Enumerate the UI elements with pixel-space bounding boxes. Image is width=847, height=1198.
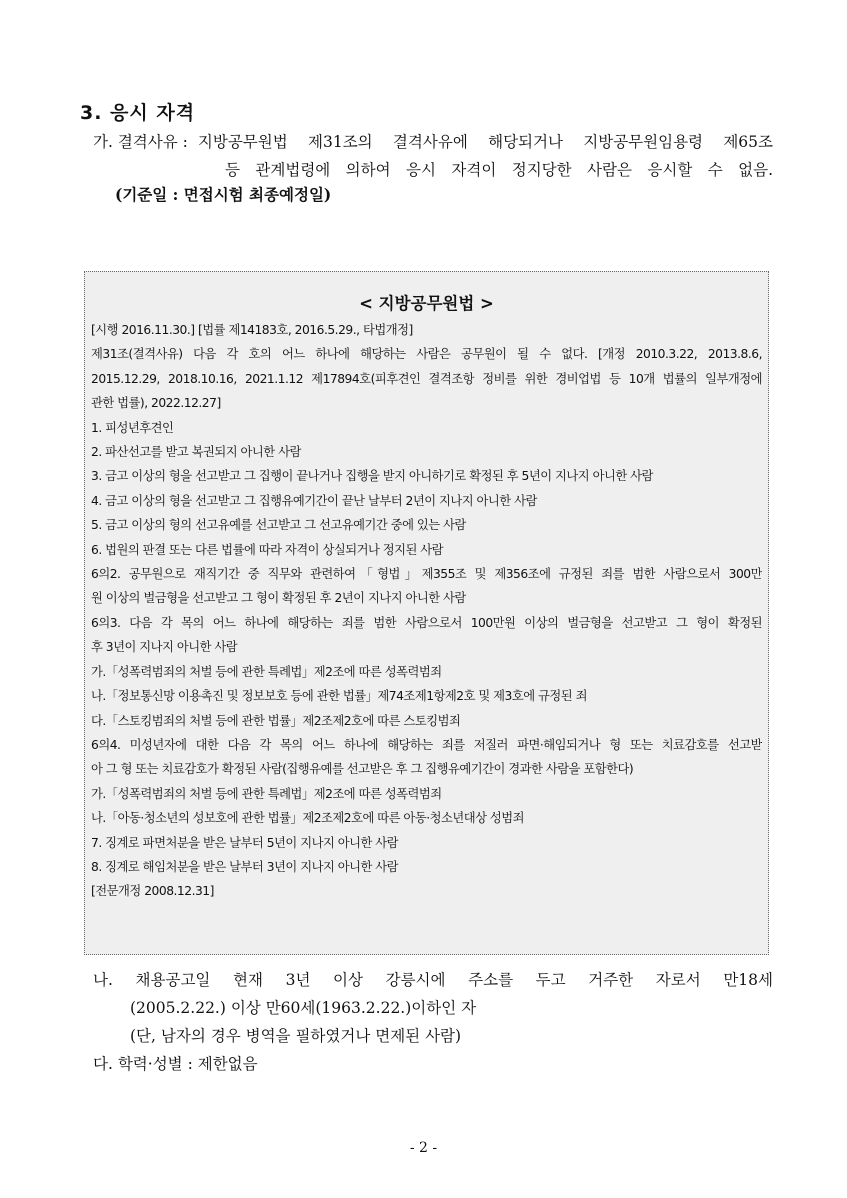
section-title: 3. 응시 자격 [80,102,196,124]
law-line: 6의2. 공무원으로 재직기간 중 직무와 관련하여「형법」제355조 및 제356조에 규정된 죄를 범한 사람으로서 300만 [91,567,762,582]
law-line: 나.「정보통신망 이용촉진 및 정보보호 등에 관한 법률」제74조제1항제2호 및 제3호에 규정된 죄 [91,689,587,704]
law-line: 4. 금고 이상의 형을 선고받고 그 집행유예기간이 끝난 날부터 2년이 지나지 아니한 사람 [91,493,537,508]
law-line: 8. 징계로 해임처분을 받은 날부터 3년이 지나지 아니한 사람 [91,859,399,874]
residency-paragraph [93,966,773,1078]
disqualification-text-line2: 등 관계법령에 의하여 응시 자격이 정지당한 사람은 응시할 수 없음. [225,161,773,179]
law-line: 6. 법원의 판결 또는 다른 법률에 따라 자격이 상실되거나 정지된 사람 [91,542,444,557]
law-line: 가.「성폭력범죄의 처벌 등에 관한 특례법」제2조에 따른 성폭력범죄 [91,786,442,801]
law-line: 3. 금고 이상의 형을 선고받고 그 집행이 끝나거나 집행을 받지 아니하기로 확정된 후 5년이 지나지 아니한 사람 [91,469,653,484]
law-line: 다.「스토킹범죄의 처벌 등에 관한 법률」제2조제2호에 따른 스토킹범죄 [91,713,461,728]
disqualification-paragraph [93,128,773,184]
law-line: 2. 파산선고를 받고 복권되지 아니한 사람 [91,445,301,460]
residency-line1 [93,966,773,994]
law-text [91,318,762,904]
disqualification-text-line1: 지방공무원법 제31조의 결격사유에 해당되거나 지방공무원임용령 제65조 [197,133,773,151]
residency-text-line3: (단, 남자의 경우 병역을 필하였거나 면제된 사람) [130,1027,462,1045]
law-line: 2015.12.29, 2018.10.16, 2021.1.12 제17894호(피후견인 결격조항 정비를 위한 경비업법 등 10개 법률의 일부개정에 [91,371,762,386]
law-line: 6의3. 다음 각 목의 어느 하나에 해당하는 죄를 범한 사람으로서 100만원 이상의 벌금형을 선고받고 그 형이 확정된 [91,615,762,630]
law-line: 제31조(결격사유) 다음 각 호의 어느 하나에 해당하는 사람은 공무원이 될 수 없다. [개정 2010.3.22, 2013.8.6, [91,347,762,362]
law-line: 6의4. 미성년자에 대한 다음 각 목의 어느 하나에 해당하는 죄를 저질러 파면·해임되거나 형 또는 치료감호를 선고받 [91,737,762,752]
law-line: 7. 징계로 파면처분을 받은 날부터 5년이 지나지 아니한 사람 [91,835,399,850]
law-line: 관한 법률), 2022.12.27] [91,396,221,411]
residency-text-line2: (2005.2.22.) 이상 만60세(1963.2.22.)이하인 자 [130,999,477,1017]
basis-date-note: (기준일 : 면접시험 최종예정일) [115,185,332,204]
education-gender-line: 다. 학력·성별 : 제한없음 [93,1055,258,1073]
law-line: 원 이상의 벌금형을 선고받고 그 형이 확정된 후 2년이 지나지 아니한 사람 [91,591,466,606]
residency-text-line1: 나. 채용공고일 현재 3년 이상 강릉시에 주소를 두고 거주한 자로서 만18세 [93,971,773,989]
law-line: 1. 피성년후견인 [91,420,174,435]
law-excerpt-box [84,271,769,955]
disqualification-label: 가. 결격사유 : [93,133,188,151]
law-title: < 지방공무원법 > [359,294,494,313]
law-line: 후 3년이 지나지 아니한 사람 [91,640,238,655]
law-line: 5. 금고 이상의 형의 선고유예를 선고받고 그 선고유예기간 중에 있는 사람 [91,518,466,533]
law-line: 아 그 형 또는 치료감호가 확정된 사람(집행유예를 선고받은 후 그 집행유예기간이 경과한 사람을 포함한다) [91,762,634,777]
law-line: 나.「아동·청소년의 성보호에 관한 법률」제2조제2호에 따른 아동·청소년대상 성범죄 [91,811,525,826]
page-number: - 2 - [409,1140,438,1156]
law-line: [전문개정 2008.12.31] [91,884,214,899]
law-line: 가.「성폭력범죄의 처벌 등에 관한 특례법」제2조에 따른 성폭력범죄 [91,664,442,679]
law-line: [시행 2016.11.30.] [법률 제14183호, 2016.5.29., 타법개정] [91,323,413,337]
